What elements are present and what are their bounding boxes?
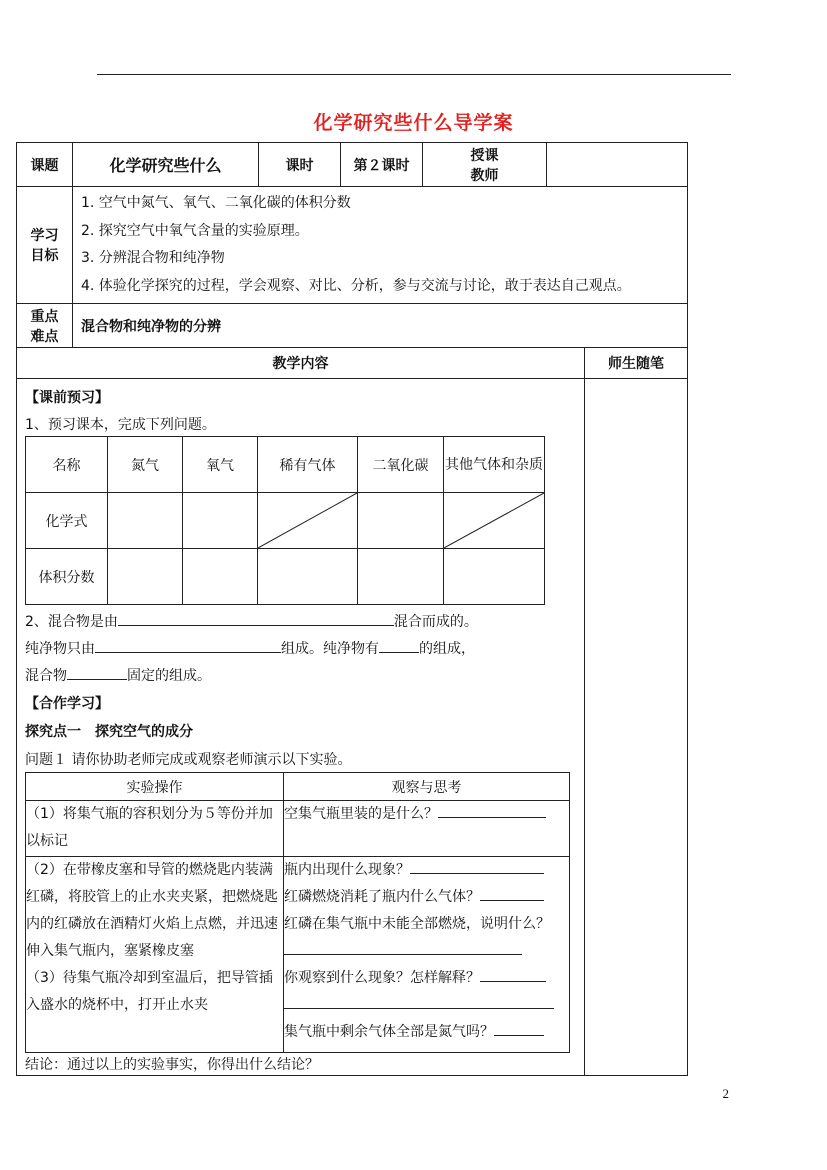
goal-item: 4. 体验化学探究的过程，学会观察、对比、分析，参与交流与讨论，敢于表达自己观点。 [81, 277, 631, 294]
lesson-plan-table [16, 142, 688, 1076]
answer-blank[interactable] [410, 859, 544, 874]
key-value: 混合物和纯净物的分辨 [73, 304, 688, 348]
coop-question: 问题１ 请你协助老师完成或观察老师演示以下实验。 [25, 752, 352, 768]
goals-label: 学习 目标 [17, 187, 73, 304]
diagonal-line [258, 493, 357, 548]
thinking-6: 集气瓶中剩余气体全部是氮气吗？ [284, 1019, 569, 1046]
experiment-step-2: （2）在带橡皮塞和导管的燃烧匙内装满红磷，将胶管上的止水夹夹紧，把燃烧匙内的红磷放在酒精灯火焰上点燃，并迅速伸入集气瓶内，塞紧橡皮塞 [26, 862, 278, 959]
experiment-table [25, 772, 570, 1053]
row-label-formula: 化学式 [26, 493, 108, 549]
key-label: 重点 难点 [17, 304, 73, 348]
goals-list [73, 187, 688, 304]
gas-table-header: 氮气 [108, 437, 183, 493]
goal-item: 3. 分辨混合物和纯净物 [81, 250, 225, 266]
answer-blank[interactable] [480, 967, 546, 982]
blank-cell[interactable] [358, 549, 444, 605]
gas-table-header: 氧气 [183, 437, 258, 493]
thinking-5-blank [284, 992, 569, 1019]
experiment-steps-2-3 [26, 857, 284, 1053]
preview-question-2: 2、混合物是由 混合而成的。 [25, 611, 478, 631]
teaching-content [17, 379, 585, 1076]
document-title: 化学研究些什么导学案 [313, 112, 514, 134]
preview-question-3: 纯净物只由 组成。纯净物有 的组成， [25, 638, 475, 658]
header-rule [97, 74, 731, 75]
blank-cell[interactable] [183, 493, 258, 549]
preview-question-1: 1、预习课本，完成下列问题。 [25, 417, 216, 433]
page-number: 2 [722, 1086, 729, 1101]
explore-point-title: 探究点一 探究空气的成分 [25, 724, 193, 740]
gas-table-header: 其他气体和杂质 [444, 437, 545, 493]
answer-blank[interactable] [284, 940, 522, 955]
answer-blank[interactable] [494, 1021, 544, 1036]
experiment-col-operation: 实验操作 [26, 773, 284, 801]
teacher-label: 授课 教师 [423, 143, 547, 187]
gas-table [25, 436, 545, 605]
blank-cell[interactable] [108, 549, 183, 605]
blank-cell[interactable] [258, 549, 358, 605]
experiment-step-3: （3）待集气瓶冷却到室温后，把导管插入盛水的烧杯中，打开止水夹 [26, 970, 273, 1013]
column-content-header: 教学内容 [17, 348, 585, 379]
preview-heading: 【课前预习】 [25, 390, 109, 406]
gas-table-header: 名称 [26, 437, 108, 493]
experiment-step-1: （1）将集气瓶的容积划分为５等份并加以标记 [26, 801, 284, 857]
topic-value: 化学研究些什么 [73, 143, 259, 187]
row-label-volume: 体积分数 [26, 549, 108, 605]
answer-blank[interactable] [67, 665, 127, 680]
diagonal-line [444, 493, 544, 548]
preview-question-4: 混合物 固定的组成。 [25, 665, 211, 685]
crossed-cell [444, 493, 545, 549]
blank-cell[interactable] [444, 549, 545, 605]
answer-blank[interactable] [438, 803, 546, 818]
thinking-2-6 [284, 857, 570, 1053]
gas-table-header: 稀有气体 [258, 437, 358, 493]
thinking-4-blank [284, 938, 569, 965]
notes-column[interactable] [585, 379, 688, 1076]
column-notes-header: 师生随笔 [585, 348, 688, 379]
blank-cell[interactable] [358, 493, 444, 549]
period-value: 第２课时 [341, 143, 423, 187]
thinking-2: 瓶内出现什么现象？ [284, 857, 569, 884]
goal-item: 2. 探究空气中氧气含量的实验原理。 [81, 222, 309, 239]
answer-blank[interactable] [480, 886, 544, 901]
answer-blank[interactable] [379, 638, 419, 653]
thinking-5: 你观察到什么现象？怎样解释？ [284, 965, 569, 992]
blank-cell[interactable] [183, 549, 258, 605]
coop-heading: 【合作学习】 [25, 696, 109, 712]
answer-blank[interactable] [118, 611, 394, 626]
answer-blank[interactable] [95, 638, 281, 653]
answer-blank[interactable] [284, 994, 554, 1009]
conclusion: 结论：通过以上的实验事实，你得出什么结论？ [25, 1057, 319, 1073]
thinking-1: 空集气瓶里装的是什么？ [284, 801, 570, 857]
period-label: 课时 [259, 143, 341, 187]
thinking-4: 红磷在集气瓶中未能全部燃烧，说明什么？ [284, 916, 550, 932]
blank-cell[interactable] [108, 493, 183, 549]
crossed-cell [258, 493, 358, 549]
gas-table-header: 二氧化碳 [358, 437, 444, 493]
topic-label: 课题 [17, 143, 73, 187]
teacher-value [547, 143, 688, 187]
thinking-3: 红磷燃烧消耗了瓶内什么气体？ [284, 884, 569, 911]
experiment-col-thinking: 观察与思考 [284, 773, 570, 801]
goal-item: 1. 空气中氮气、氧气、二氧化碳的体积分数 [81, 195, 351, 211]
